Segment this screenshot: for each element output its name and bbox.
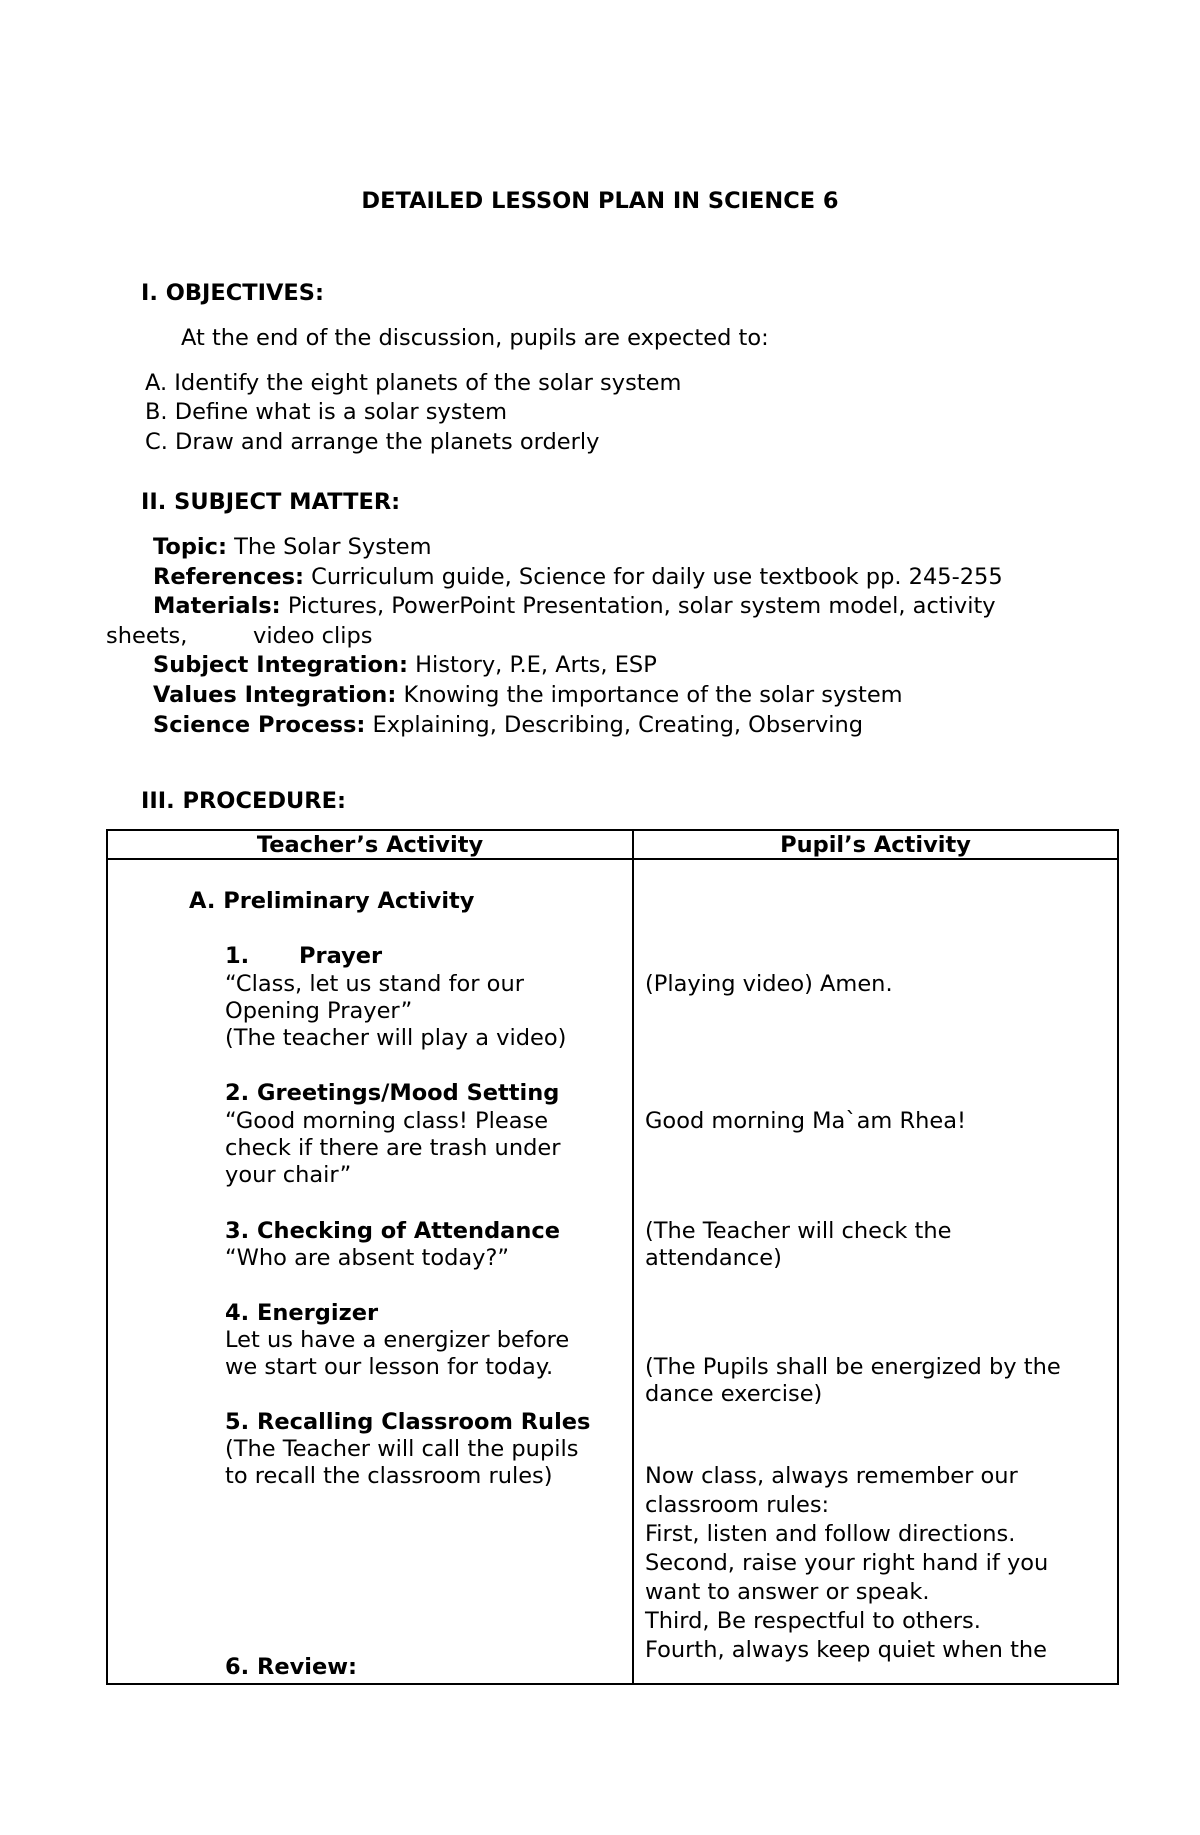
procedure-table [106,829,1119,1685]
topic-value: The Solar System [226,534,432,560]
energizer-title: 4. Energizer [225,1300,379,1326]
pupil-rules-line-3: First, listen and follow directions. [645,1521,1016,1547]
references-row [153,566,1003,589]
attendance-title: 3. Checking of Attendance [225,1218,560,1244]
materials-continued-a: sheets, [106,623,188,649]
values-integration-value: Knowing the importance of the solar system [396,682,903,708]
review-title: 6. Review: [225,1654,358,1680]
procedure-header-row [107,830,1118,859]
subject-integration-label: Subject Integration: [153,652,408,678]
classroom-rules-line-2: to recall the classroom rules) [225,1463,553,1489]
objective-item-c: C. Draw and arrange the planets orderly [145,429,600,455]
prayer-line-2: Opening Prayer” [225,998,413,1024]
greetings-title: 2. Greetings/Mood Setting [225,1080,560,1106]
subject-integration-row [153,654,657,677]
pupil-rules-line-1: Now class, always remember our [645,1463,1018,1489]
teacher-activity-cell [107,859,633,1684]
classroom-rules-title: 5. Recalling Classroom Rules [225,1409,591,1435]
objectives-intro: At the end of the discussion, pupils are expected to: [181,325,769,351]
prayer-line-1: “Class, let us stand for our [225,971,524,997]
pupil-rules-line-4: Second, raise your right hand if you [645,1550,1049,1576]
page-title: DETAILED LESSON PLAN IN SCIENCE 6 [361,188,839,214]
objective-item-b: B. Define what is a solar system [145,399,508,425]
materials-value: Pictures, PowerPoint Presentation, solar system model, activity [280,593,996,619]
greetings-line-1: “Good morning class! Please [225,1108,549,1134]
references-value: Curriculum guide, Science for daily use textbook pp. 245-255 [304,564,1003,590]
teacher-activity-header: Teacher’s Activity [107,830,633,859]
classroom-rules-line-1: (The Teacher will call the pupils [225,1436,579,1462]
pupil-activity-cell [633,859,1118,1684]
values-integration-label: Values Integration: [153,682,397,708]
pupil-activity-header: Pupil’s Activity [633,830,1118,859]
pupil-rules-line-7: Fourth, always keep quiet when the [645,1637,1048,1663]
prayer-line-3: (The teacher will play a video) [225,1025,567,1051]
preliminary-activity-heading: A. Preliminary Activity [189,888,475,914]
energizer-line-1: Let us have a energizer before [225,1327,570,1353]
prayer-number: 1. [225,943,250,969]
pupil-rules-line-5: want to answer or speak. [645,1579,930,1605]
greetings-line-2: check if there are trash under [225,1135,561,1161]
pupil-prayer-response: (Playing video) Amen. [645,971,893,997]
topic-label: Topic: [153,534,227,560]
attendance-line-1: “Who are absent today?” [225,1245,510,1271]
pupil-energizer-line-2: dance exercise) [645,1381,823,1407]
pupil-rules-line-2: classroom rules: [645,1492,830,1518]
subject-integration-value: History, P.E, Arts, ESP [407,652,657,678]
energizer-line-2: we start our lesson for today. [225,1354,554,1380]
science-process-value: Explaining, Describing, Creating, Observing [365,712,864,738]
references-label: References: [153,564,304,590]
pupil-rules-line-6: Third, Be respectful to others. [645,1608,981,1634]
values-integration-row [153,684,903,707]
prayer-title: Prayer [299,943,383,969]
materials-continued-b: video clips [253,623,373,649]
pupil-greeting-response: Good morning Ma`am Rhea! [645,1108,966,1134]
greetings-line-3: your chair” [225,1162,352,1188]
procedure-body-row [107,859,1118,1684]
pupil-attendance-line-1: (The Teacher will check the [645,1218,952,1244]
science-process-label: Science Process: [153,712,366,738]
subject-matter-heading: II. SUBJECT MATTER: [141,489,401,515]
science-process-row [153,714,863,737]
procedure-heading: III. PROCEDURE: [141,788,346,814]
pupil-energizer-line-1: (The Pupils shall be energized by the [645,1354,1061,1380]
pupil-attendance-line-2: attendance) [645,1245,782,1271]
objective-item-a: A. Identify the eight planets of the solar system [145,370,682,396]
materials-row [153,595,996,618]
materials-label: Materials: [153,593,281,619]
objectives-heading: I. OBJECTIVES: [141,280,324,306]
topic-row [153,536,432,559]
